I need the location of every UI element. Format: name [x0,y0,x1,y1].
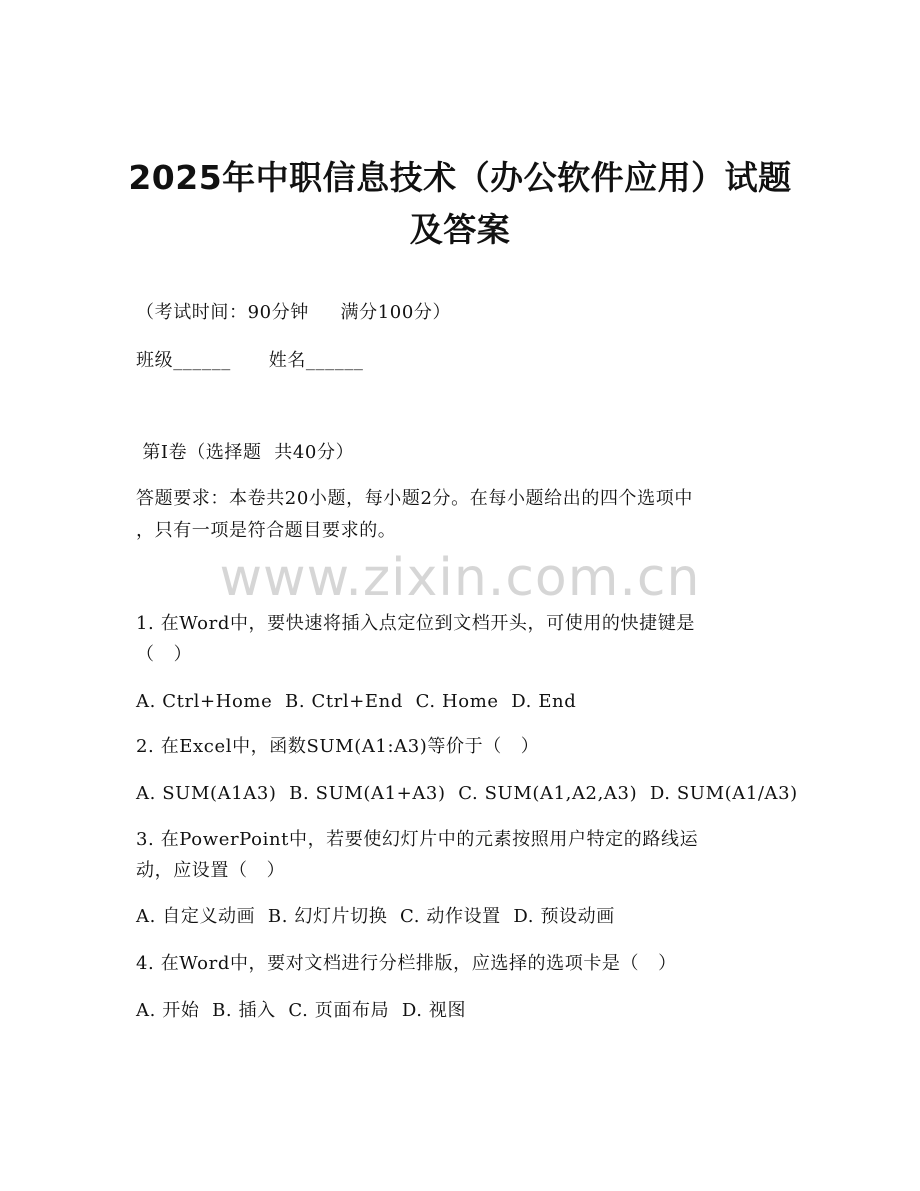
exam-info: （考试时间：90分钟 满分100分） [136,302,452,323]
question-3-options: A. 自定义动画 B. 幻灯片切换 C. 动作设置 D. 预设动画 [136,906,615,927]
instructions-line2: ，只有一项是符合题目要求的。 [136,520,397,541]
question-2-stem-line1: 2. 在Excel中，函数SUM(A1:A3)等价于（ ） [136,736,540,757]
question-4-options: A. 开始 B. 插入 C. 页面布局 D. 视图 [136,1000,467,1021]
document-title-line2: 及答案 [409,210,511,249]
question-3-stem-line1: 3. 在PowerPoint中，若要使幻灯片中的元素按照用户特定的路线运 [136,829,699,850]
question-4-stem-line1: 4. 在Word中，要对文档进行分栏排版，应选择的选项卡是（ ） [136,953,677,974]
class-name-fields: 班级______ 姓名______ [136,350,364,371]
question-2-options: A. SUM(A1A3) B. SUM(A1+A3) C. SUM(A1,A2,A3) D. SUM(A1/A3) [136,783,798,804]
watermark: www.zixin.com.cn [219,548,701,608]
instructions-line1: 答题要求：本卷共20小题，每小题2分。在每小题给出的四个选项中 [136,488,693,509]
question-1-stem-line1: 1. 在Word中，要快速将插入点定位到文档开头，可使用的快捷键是 [136,613,695,634]
question-3-stem-line2: 动，应设置（ ） [136,860,286,881]
document-title-line1: 2025年中职信息技术（办公软件应用）试题 [128,158,792,197]
question-1-options: A. Ctrl+Home B. Ctrl+End C. Home D. End [136,691,577,712]
section-heading: 第Ⅰ卷（选择题 共40分） [136,442,355,463]
question-1-stem-line2: （ ） [136,644,193,665]
